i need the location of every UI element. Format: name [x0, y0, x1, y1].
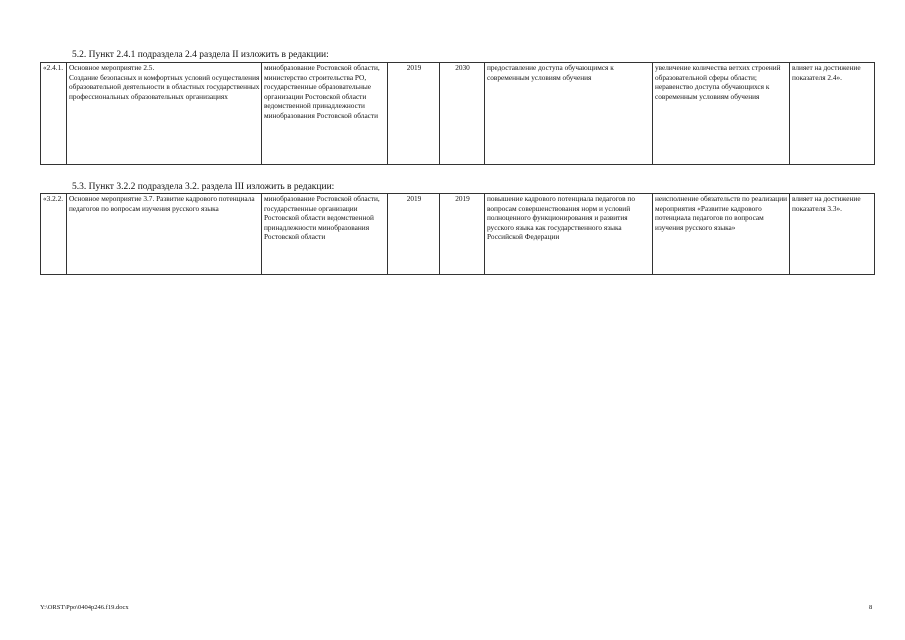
cell-executor: минобразование Ростовской области, министерство строительства РО, государственные образовательные организации Ростовской области ведомственной принадлежности минобразования Ростовской области	[262, 63, 388, 165]
cell-consequences: увеличение количества ветхих строений образовательной сферы области; неравенство доступа обучающихся к современным условиям обучения	[653, 63, 790, 165]
cell-number: «3.2.2.	[41, 194, 67, 275]
footer-file-path: Y:\ORST\Ppo\0404p246.f19.docx	[40, 604, 129, 611]
measures-table-2-4-1	[40, 62, 875, 165]
cell-expected-result: повышение кадрового потенциала педагогов по вопросам совершенствования норм и условий полноценного функционирования и развития русского языка как государственного языка Российской Федерации	[485, 194, 653, 275]
cell-executor: минобразование Ростовской области, государственные организации Ростовской области ведомственной принадлежности минобразования Ростовской области	[262, 194, 388, 275]
cell-start-year: 2019	[388, 63, 440, 165]
cell-indicator-link: влияет на достижение показателя 2.4».	[790, 63, 875, 165]
cell-indicator-link: влияет на достижение показателя 3.3».	[790, 194, 875, 275]
cell-end-year: 2030	[440, 63, 485, 165]
cell-end-year: 2019	[440, 194, 485, 275]
cell-start-year: 2019	[388, 194, 440, 275]
section-heading-2-4-1: 5.2. Пункт 2.4.1 подраздела 2.4 раздела II изложить в редакции:	[72, 50, 329, 60]
section-heading-3-2-2: 5.3. Пункт 3.2.2 подраздела 3.2. раздела III изложить в редакции:	[72, 182, 335, 192]
cell-measure-name: Основное мероприятие 2.5. Создание безопасных и комфортных условий осуществления образовательной деятельности в областных государственных профессиональных образовательных организациях	[67, 63, 262, 165]
cell-number: «2.4.1.	[41, 63, 67, 165]
table-row	[41, 194, 875, 275]
cell-measure-name: Основное мероприятие 3.7. Развитие кадрового потенциала педагогов по вопросам изучения русского языка	[67, 194, 262, 275]
cell-expected-result: предоставление доступа обучающимся к современным условиям обучения	[485, 63, 653, 165]
cell-consequences: неисполнение обязательств по реализации мероприятия «Развитие кадрового потенциала педагогов по вопросам изучения русского языка»	[653, 194, 790, 275]
table-row	[41, 63, 875, 165]
page-number: 8	[869, 604, 873, 611]
measures-table-3-2-2	[40, 193, 875, 275]
